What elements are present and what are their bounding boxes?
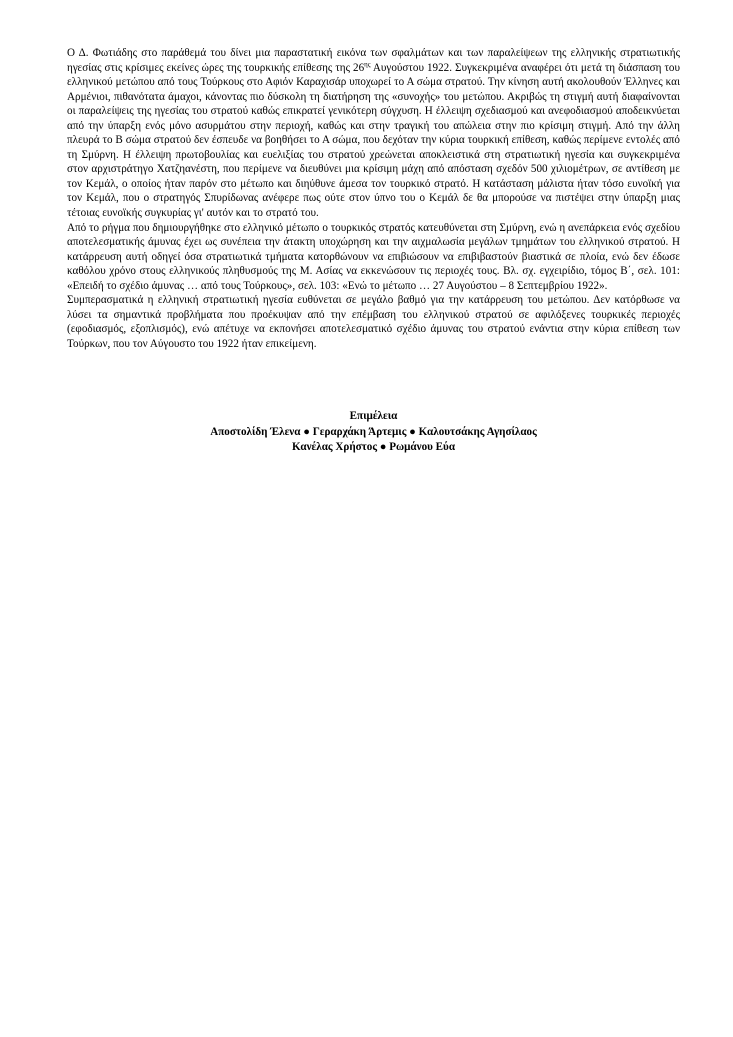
paragraph-3: Συμπερασματικά η ελληνική στρατιωτική ηγεσία ευθύνεται σε μεγάλο βαθμό για την κατάρρευση του μετώπου. Δεν κατόρθωσε να λύσει τα σημαντικά προβλήματα που προέκυψαν από την επέμβαση του ελληνικού στρατού σε αφιλόξενες τουρκικές περιοχές (εφοδιασμός, εξοπλισμός), ενώ απέτυχε να εκπονήσει αποτελεσματικό σχέδιο άμυνας του στρατού ενάντια στην κύρια επίθεση των Τούρκων, που τον Αύγουστο του 1922 ήταν επικείμενη. xyxy=(67,294,680,350)
colophon-heading: Επιμέλεια xyxy=(349,410,398,423)
document-body xyxy=(67,46,680,351)
colophon-editors-line-1: Αποστολίδη Έλενα ● Γεραρχάκη Άρτεμις ● Καλουτσάκης Αγησίλαος xyxy=(210,425,537,438)
colophon xyxy=(67,409,680,455)
paragraph-1-rest: Αυγούστου 1922. Συγκεκριμένα αναφέρει ότι μετά τη διάσπαση του ελληνικού μετώπου από τους Τούρκους στο Αφιόν Καραχισάρ υποχωρεί το Α σώμα στρατού. Την κίνηση αυτή ακολουθούν Έλληνες και Αρμένιοι, πιθανότατα άμαχοι, κάνοντας πιο δύσκολη τη διατήρηση της «συνοχής» του μετώπου. Ακριβώς τη στιγμή αυτή διαφαίνονται οι παραλείψεις της ηγεσίας του στρατού καθώς επικρατεί γενικότερη σύγχυση. Η έλλειψη σχεδιασμού και ανεφοδιασμού αποδεικνύεται από την ύπαρξη ενός μόνο ασυρμάτου στην περιοχή, καθώς και στην τραγική του απώλεια στην πιο κρίσιμη στιγμή. Από την άλλη πλευρά το Β σώμα στρατού δεν έσπευδε να βοηθήσει το Α σώμα, που δεχόταν την κύρια τουρκική επίθεση, καθώς περίμενε εντολές από τη Σμύρνη. Η έλλειψη πρωτοβουλίας και ευελιξίας του στρατού χρεώνεται αποκλειστικά στη στρατιωτική ηγεσία και συγκεκριμένα στον αρχιστράτηγο Χατζηανέστη, που περίμενε να διευθύνει μια κρίσιμη μάχη από απόσταση σχεδόν 500 χιλιομέτρων, σε αντίθεση με τον Κεμάλ, ο οποίος ήταν παρόν στο μέτωπο και διηύθυνε άμεσα τον τουρκικό στρατό. Η κατάσταση μάλιστα ήταν τόσο ευνοϊκή για τον Κεμάλ, που ο στρατηγός Σπυρίδωνας ανέφερε πως ούτε στον ύπνο του ο Κεμάλ δε θα μπορούσε να πιστέψει στην ύπαρξη μιας τέτοιας ευνοϊκής συγκυρίας γι' αυτόν και το στρατό του. xyxy=(67,61,680,220)
paragraph-1 xyxy=(67,46,680,221)
paragraph-1-lead: Ο Δ. Φωτιάδης στο παράθεμά του δίνει μια παραστατική εικόνα των σφαλμάτων και των παραλείψεων της ελληνικής στρατιωτικής ηγεσίας στις κρίσιμες εκείνες ώρες της τουρκικής επίθεσης της 26 xyxy=(67,47,680,74)
colophon-editors-line-2: Κανέλας Χρήστος ● Ρωμάνου Εύα xyxy=(291,440,456,453)
ordinal-superscript: ης xyxy=(364,60,371,68)
paragraph-2: Από το ρήγμα που δημιουργήθηκε στο ελληνικό μέτωπο ο τουρκικός στρατός κατευθύνεται στη Σμύρνη, ενώ η ανεπάρκεια ενός σχεδίου αποτελεσματικής άμυνας έχει ως συνέπεια την άτακτη υποχώρηση και την αιχμαλωσία μεγάλων τμημάτων του ελληνικού στρατού. Η κατάρρευση αυτή οδηγεί όσα στρατιωτικά τμήματα κατορθώνουν να επιβιώσουν να επιβιβαστούν βιαστικά σε πλοία, ενώ δεν έδωσε καθόλου χρόνο στους ελληνικούς πληθυσμούς της Μ. Ασίας να εκκενώσουν τις περιοχές τους. Βλ. σχ. εγχειρίδιο, τόμος Β΄, σελ. 101: «Επειδή το σχέδιο άμυνας … από τους Τούρκους», σελ. 103: «Ενώ το μέτωπο … 27 Αυγούστου – 8 Σεπτεμβρίου 1922». xyxy=(67,221,680,292)
